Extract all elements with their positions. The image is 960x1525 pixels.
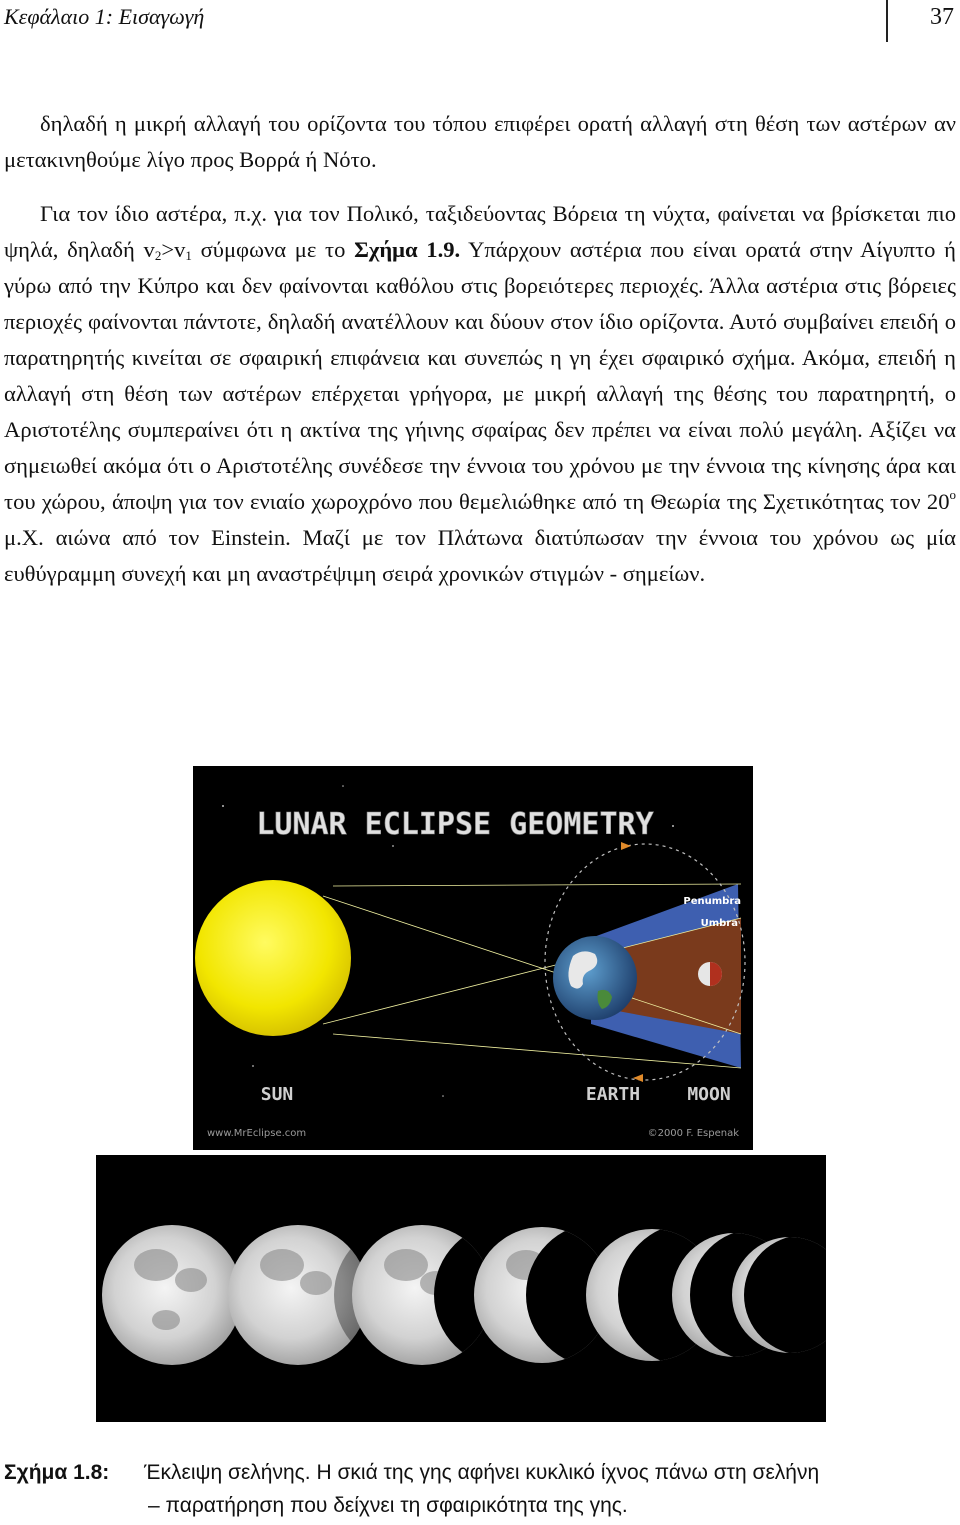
sun-label: SUN <box>260 1084 294 1105</box>
penumbra-label: Penumbra <box>683 896 741 907</box>
caption-label: Σχήμα 1.8: <box>4 1461 110 1484</box>
website-credit: www.MrEclipse.com <box>207 1128 307 1139</box>
chapter-title: Κεφάλαιο 1: Εισαγωγή <box>4 4 205 29</box>
superscript-ordinal: ο <box>949 487 956 502</box>
moon-phase-1 <box>102 1225 242 1365</box>
caption-line-2: – παρατήρηση που δείχνει τη σφαιρικότητα της γης. <box>148 1494 628 1517</box>
paragraph-2-text-e: μ.Χ. αιώνα από τον Einstein. Μαζί με τον Πλάτωνα διατύπωσαν την έννοια του χρόνου ως μία ευθύγραμμη συνεχή και μη αναστρέψιμη σειρά χρονικών στιγμών - σημείων. <box>4 525 956 586</box>
subscript-2: 2 <box>154 248 162 263</box>
subscript-1: 1 <box>185 248 192 263</box>
figure-reference: Σχήμα 1.9. <box>354 237 461 262</box>
copyright-credit: ©2000 F. Espenak <box>647 1128 739 1139</box>
earth-label: EARTH <box>585 1084 641 1105</box>
eclipse-phase-sequence <box>96 1155 826 1422</box>
umbra-label: Umbra <box>700 918 738 929</box>
paragraph-2-text-d: Υπάρχουν αστέρια που είναι ορατά στην Αίγυπτο ή γύρω από την Κύπρο και δεν φαίνονται καθόλου στις βορειότερες περιοχές. Άλλα αστέρια στις βόρειες περιοχές φαίνονται πάντοτε, δηλαδή ανατέλλουν και δύουν στον ίδιο ορίζοντα. Αυτό συμβαίνει επειδή ο παρατηρητής κινείται σε σφαιρική επιφάνεια και συνεπώς η γη έχει σφαιρικό σχήμα. Ακόμα, επειδή η αλλαγή στη θέση των αστέρων επέρχεται γρήγορα, με μικρή αλλαγή της θέσης του παρατηρητή, ο Αριστοτέλης συμπεραίνει ότι η ακτίνα της γήινης σφαίρας δεν πρέπει να είναι πολύ μεγάλη. Αξίζει να σημειωθεί ακόμα ότι ο Αριστοτέλης συνέδεσε την έννοια του χρόνου με την έννοια της κίνησης άρα και του χώρου, άποψη για τον ενιαίο χωροχρόνο που θεμελιώθηκε από τη Θεωρία της Σχετικότητας τον 20 <box>4 237 956 514</box>
page-number: 37 <box>930 4 954 30</box>
caption-line-1: Έκλειψη σελήνης. Η σκιά της γης αφήνει κυκλικό ίχνος πάνω στη σελήνη <box>144 1461 820 1484</box>
paragraph-2 <box>4 196 956 592</box>
paragraph-1: δηλαδή η μικρή αλλαγή του ορίζοντα του τόπου επιφέρει ορατή αλλαγή στη θέση των αστέρων αν μετακινηθούμε λίγο προς Βορρά ή Νότο. <box>4 111 956 172</box>
lunar-eclipse-diagram <box>193 766 753 1150</box>
caption-text <box>144 1456 956 1522</box>
sun <box>195 880 351 1036</box>
paragraph-2-text-a: Για τον ίδιο αστέρα, π.χ. για τον Πολικό, ταξιδεύοντας Βόρεια τη νύχτα, φαίνεται να βρίσκεται πιο ψηλά, δηλαδή v <box>4 201 956 262</box>
paragraph-2-text-b: >v <box>161 237 186 262</box>
page-header <box>0 0 960 44</box>
earth <box>553 936 637 1020</box>
diagram-title: LUNAR ECLIPSE GEOMETRY <box>256 807 654 842</box>
moon-label: MOON <box>687 1084 731 1105</box>
paragraph-2-text-c: σύμφωνα με το <box>191 237 355 262</box>
header-divider <box>886 0 888 42</box>
